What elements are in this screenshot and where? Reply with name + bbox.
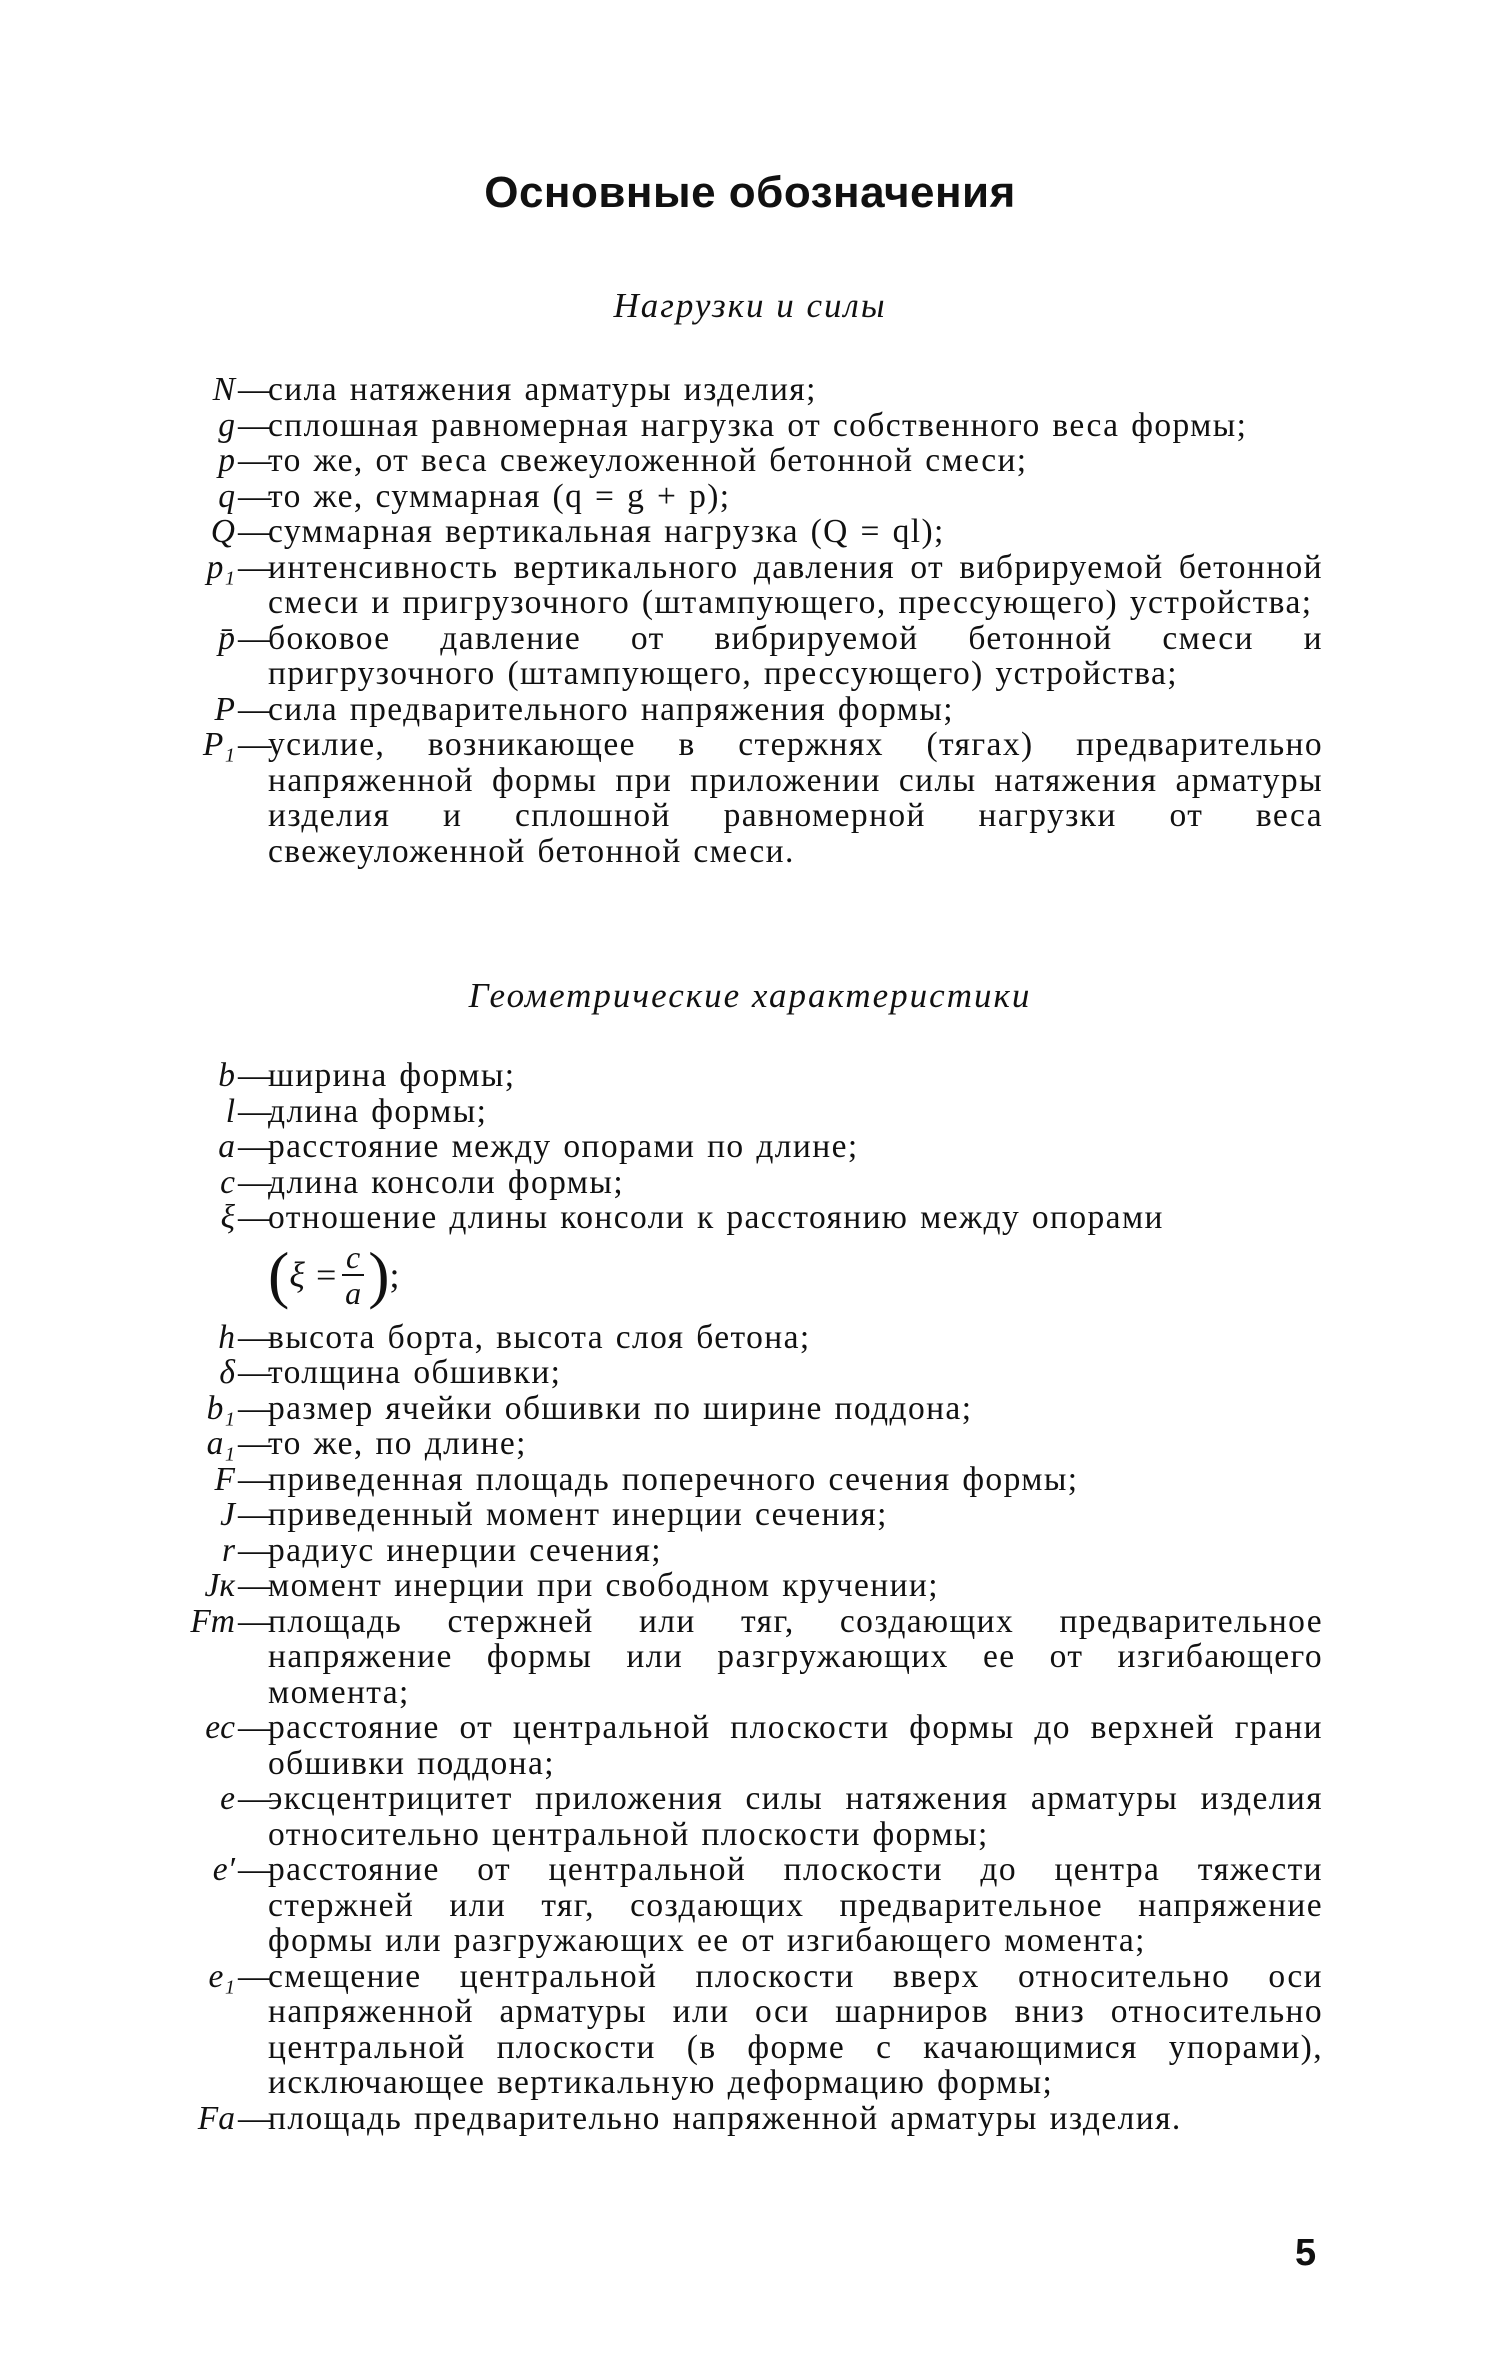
notation-symbol: N [212, 371, 235, 408]
notation-symbol: Fт [190, 1602, 235, 1640]
notation-entry [0, 1320, 1500, 1356]
notation-description: суммарная вертикальная нагрузка (Q = ql); [268, 513, 945, 550]
em-dash: — [238, 619, 272, 657]
notation-symbol: g [218, 406, 235, 444]
notation-entry [0, 372, 1500, 408]
notation-symbol: eс [205, 1709, 235, 1746]
ratio-formula [268, 1236, 1500, 1320]
notation-entry [0, 514, 1500, 550]
notation-symbol: e [220, 1780, 235, 1817]
notation-description: интенсивность вертикального давления от вибрируемой бетонной смеси и пригрузочного (штампующего, прессующего) устройства; [268, 548, 1323, 621]
notation-entry [0, 550, 1500, 621]
em-dash: — [238, 1199, 272, 1236]
loads-list [0, 372, 1500, 869]
em-dash: — [238, 1957, 272, 1995]
section-heading-loads: Нагрузки и силы [613, 286, 887, 325]
em-dash: — [238, 1057, 272, 1094]
notation-description: расстояние между опорами по длине; [268, 1128, 859, 1165]
notation-entry [0, 1165, 1500, 1201]
notation-symbol: a₁ [206, 1425, 235, 1462]
notation-symbol: p̄ [218, 619, 235, 657]
notation-symbol: P₁ [202, 726, 235, 763]
geometry-list [0, 1058, 1500, 2136]
notation-entry [0, 1710, 1500, 1781]
notation-entry [0, 1355, 1500, 1391]
notation-description: усилие, возникающее в стержнях (тягах) предварительно напряженной формы при приложении силы натяжения арматуры изделия и сплошной равномерной нагрузки от веса свежеуложенной бетонной смеси. [268, 726, 1323, 870]
em-dash: — [238, 1602, 272, 1640]
notation-symbol: ξ [220, 1199, 235, 1236]
em-dash: — [238, 1567, 272, 1604]
notation-description: площадь предварительно напряженной арматуры изделия. [268, 2099, 1182, 2137]
notation-description: отношение длины консоли к расстоянию между опорами [268, 1199, 1164, 1236]
notation-description: ширина формы; [268, 1057, 516, 1094]
em-dash: — [238, 690, 272, 728]
em-dash: — [238, 1851, 272, 1888]
em-dash: — [238, 2099, 272, 2137]
notation-description: высота борта, высота слоя бетона; [268, 1318, 811, 1356]
notation-description: то же, по длине; [268, 1425, 527, 1462]
em-dash: — [238, 1531, 272, 1569]
notation-symbol: Q [210, 513, 235, 550]
notation-symbol: q [218, 477, 235, 515]
em-dash: — [238, 1318, 272, 1356]
fraction [342, 1240, 364, 1310]
notation-entry [0, 443, 1500, 479]
notation-description: толщина обшивки; [268, 1354, 562, 1391]
page-number: 5 [1295, 2232, 1317, 2274]
notation-description: длина консоли формы; [268, 1163, 625, 1201]
notation-entry [0, 692, 1500, 728]
notation-symbol: e′ [212, 1851, 235, 1888]
notation-entry [0, 479, 1500, 515]
em-dash: — [238, 1092, 272, 1130]
notation-symbol: a [218, 1128, 235, 1165]
em-dash: — [238, 1389, 272, 1427]
notation-description: сила предварительного напряжения формы; [268, 690, 955, 728]
section-heading-geometry: Геометрические характеристики [468, 976, 1032, 1015]
em-dash: — [238, 406, 272, 444]
formula-expression [268, 1240, 400, 1310]
notation-entry [0, 1462, 1500, 1498]
notation-entry [0, 727, 1500, 869]
notation-entry [0, 1533, 1500, 1569]
notation-description: приведенный момент инерции сечения; [268, 1496, 888, 1533]
formula-lhs: ξ = [289, 1254, 339, 1295]
notation-entry [0, 1129, 1500, 1165]
notation-description: площадь стержней или тяг, создающих предварительное напряжение формы или разгружающих ее от изгибающего момента; [268, 1602, 1323, 1711]
notation-symbol: b₁ [206, 1389, 235, 1427]
fraction-numerator: c [342, 1240, 364, 1276]
notation-description: приведенная площадь поперечного сечения формы; [268, 1460, 1079, 1498]
notation-entry [0, 1959, 1500, 2101]
notation-entry [0, 1852, 1500, 1959]
notation-entry [0, 1781, 1500, 1852]
notation-entry [0, 1568, 1500, 1604]
notation-description: сила натяжения арматуры изделия; [268, 371, 817, 408]
em-dash: — [238, 1709, 272, 1746]
notation-symbol: b [218, 1057, 235, 1094]
notation-symbol: Jк [204, 1567, 235, 1604]
notation-symbol: l [225, 1092, 235, 1130]
notation-symbol: J [220, 1496, 235, 1533]
em-dash: — [238, 1460, 272, 1498]
page-title: Основные обозначения [484, 168, 1016, 217]
notation-entry [0, 408, 1500, 444]
notation-entry [0, 2101, 1500, 2137]
fraction-denominator: a [345, 1274, 362, 1311]
notation-description: то же, от веса свежеуложенной бетонной смеси; [268, 442, 1028, 479]
notation-symbol: p₁ [206, 548, 235, 586]
notation-entry [0, 1200, 1500, 1236]
notation-description: радиус инерции сечения; [268, 1531, 663, 1569]
em-dash: — [238, 726, 272, 763]
close-paren: ) [368, 1238, 390, 1310]
notation-entry [0, 1391, 1500, 1427]
notation-symbol: Fа [197, 2099, 235, 2137]
notation-description: смещение центральной плоскости вверх относительно оси напряженной арматуры или оси шарниров вниз относительно центральной плоскости (в форме с качающимися упорами), исключающее вертикальную деформацию формы; [268, 1957, 1323, 2101]
notation-entry [0, 1497, 1500, 1533]
notation-symbol: e₁ [208, 1957, 235, 1995]
notation-description: эксцентрицитет приложения силы натяжения арматуры изделия относительно центральной плоскости формы; [268, 1780, 1323, 1853]
notation-description: боковое давление от вибрируемой бетонной смеси и пригрузочного (штампующего, прессующего) устройства; [268, 619, 1323, 692]
notation-description: расстояние от центральной плоскости формы до верхней грани обшивки поддона; [268, 1709, 1323, 1782]
notation-symbol: r [221, 1531, 235, 1569]
em-dash: — [238, 548, 272, 586]
notation-symbol: p [218, 442, 235, 479]
em-dash: — [238, 513, 272, 550]
notation-description: сплошная равномерная нагрузка от собственного веса формы; [268, 406, 1248, 444]
formula-tail: ; [389, 1254, 400, 1295]
notation-symbol: F [214, 1460, 235, 1498]
notation-symbol: h [218, 1318, 235, 1356]
notation-description: размер ячейки обшивки по ширине поддона; [268, 1389, 973, 1427]
em-dash: — [238, 1163, 272, 1201]
em-dash: — [238, 1496, 272, 1533]
em-dash: — [238, 1128, 272, 1165]
notation-entry [0, 1604, 1500, 1711]
em-dash: — [238, 371, 272, 408]
notation-description: то же, суммарная (q = g + p); [268, 477, 731, 515]
em-dash: — [238, 1780, 272, 1817]
open-paren: ( [268, 1238, 290, 1310]
notation-symbol: c [220, 1163, 235, 1201]
em-dash: — [238, 1425, 272, 1462]
notation-entry [0, 1058, 1500, 1094]
em-dash: — [238, 477, 272, 515]
em-dash: — [238, 442, 272, 479]
notation-description: расстояние от центральной плоскости до центра тяжести стержней или тяг, создающих предварительное напряжение формы или разгружающих ее от изгибающего момента; [268, 1851, 1323, 1959]
notation-entry [0, 621, 1500, 692]
em-dash: — [238, 1354, 272, 1391]
notation-symbol: P [214, 690, 235, 728]
notation-symbol: δ [219, 1354, 235, 1391]
notation-entry [0, 1094, 1500, 1130]
notation-description: длина формы; [268, 1092, 488, 1130]
notation-description: момент инерции при свободном кручении; [268, 1567, 939, 1604]
notation-entry [0, 1426, 1500, 1462]
